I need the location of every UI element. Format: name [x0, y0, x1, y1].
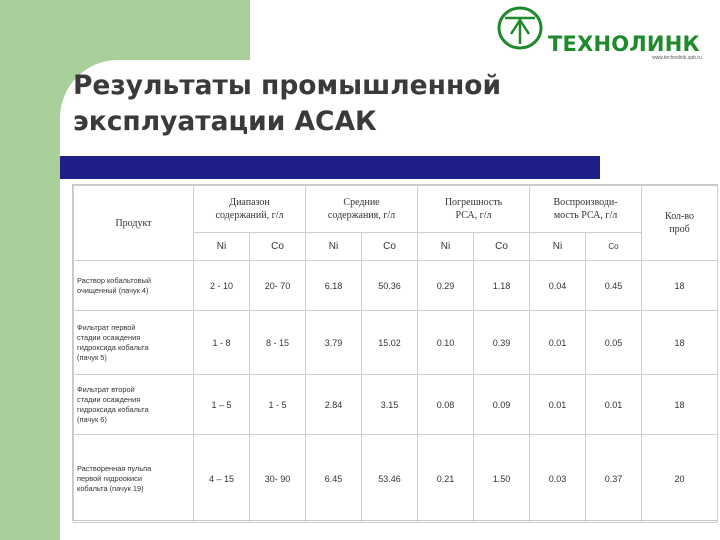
title-line-1: Результаты промышленной	[73, 70, 502, 101]
header-count-line-2: проб	[669, 224, 690, 235]
cell-range-ni: 1 – 5	[194, 375, 250, 435]
brand-name: ТЕХНОЛИНК	[548, 32, 700, 56]
product-line: (пачук 5)	[77, 352, 107, 362]
cell-mean-ni: 3.79	[306, 311, 362, 375]
cell-range-co: 8 - 15	[250, 311, 306, 375]
header-row	[74, 186, 718, 233]
cell-repro-ni: 0.04	[530, 261, 586, 311]
header-error-line-2: РСА, г/л	[455, 210, 492, 221]
cell-count: 20	[642, 435, 718, 523]
cell-repro-ni: 0.01	[530, 375, 586, 435]
cell-mean-ni: 2.84	[306, 375, 362, 435]
cell-repro-ni: 0.03	[530, 435, 586, 523]
title-line-2: эксплуатации АСАК	[73, 106, 377, 137]
cell-count: 18	[642, 311, 718, 375]
cell-error-co: 1.18	[474, 261, 530, 311]
table-row	[74, 261, 718, 311]
title-underline-bar	[60, 156, 600, 179]
header-count	[642, 186, 718, 261]
product-line: гидроксида кобальта	[77, 342, 149, 352]
results-table	[73, 185, 718, 523]
header-repro-line-1: Воспроизводи-	[553, 197, 618, 208]
product-line: (пачук 6)	[77, 414, 107, 424]
row-product	[74, 375, 194, 435]
subheader-repro-co: Co	[586, 233, 642, 261]
brand-url: www.technolink.spb.ru	[652, 55, 702, 61]
product-line: Растворенная пульпа	[77, 463, 152, 473]
cell-mean-ni: 6.45	[306, 435, 362, 523]
cell-mean-co: 50.36	[362, 261, 418, 311]
subheader-error-ni: Ni	[418, 233, 474, 261]
cell-range-ni: 1 - 8	[194, 311, 250, 375]
cell-mean-co: 53.46	[362, 435, 418, 523]
subheader-repro-ni: Ni	[530, 233, 586, 261]
product-line: Фильтрат первой	[77, 322, 136, 332]
product-line: стадии осаждения	[77, 332, 141, 342]
header-mean-line-2: содержания, г/л	[327, 210, 396, 221]
product-line: стадии осаждения	[77, 394, 141, 404]
header-range-line-2: содержаний, г/л	[215, 210, 284, 221]
header-repro	[530, 186, 642, 233]
technolink-logo-icon	[496, 4, 546, 54]
header-product: Продукт	[74, 186, 194, 261]
header-mean	[306, 186, 418, 233]
table-row	[74, 375, 718, 435]
header-range-line-1: Диапазон	[229, 197, 270, 208]
page-title	[73, 68, 633, 140]
product-line: Фильтрат второй	[77, 384, 135, 394]
product-line: очищенный (пачук 4)	[77, 285, 149, 295]
cell-range-co: 1 - 5	[250, 375, 306, 435]
cell-error-ni: 0.29	[418, 261, 474, 311]
cell-error-co: 0.39	[474, 311, 530, 375]
cell-mean-co: 3.15	[362, 375, 418, 435]
subheader-mean-co: Co	[362, 233, 418, 261]
header-error-line-1: Погрешность	[444, 197, 503, 208]
cell-repro-co: 0.45	[586, 261, 642, 311]
cell-count: 18	[642, 261, 718, 311]
cell-repro-co: 0.05	[586, 311, 642, 375]
cell-error-ni: 0.10	[418, 311, 474, 375]
subheader-error-co: Co	[474, 233, 530, 261]
cell-range-ni: 4 – 15	[194, 435, 250, 523]
header-count-line-1: Кол-во	[665, 211, 695, 222]
product-line: гидроксида кобальта	[77, 404, 149, 414]
header-mean-line-1: Средние	[343, 197, 380, 208]
header-repro-line-2: мость РСА, г/л	[553, 210, 618, 221]
subheader-mean-ni: Ni	[306, 233, 362, 261]
cell-mean-co: 15.02	[362, 311, 418, 375]
header-error	[418, 186, 530, 233]
cell-repro-co: 0.01	[586, 375, 642, 435]
table-row	[74, 435, 718, 523]
cell-error-co: 0.09	[474, 375, 530, 435]
cell-error-ni: 0.08	[418, 375, 474, 435]
brand-logo	[496, 4, 720, 60]
row-product	[74, 435, 194, 523]
cell-range-co: 30- 90	[250, 435, 306, 523]
product-line: первой гидроокиси	[77, 473, 143, 483]
cell-mean-ni: 6.18	[306, 261, 362, 311]
subheader-range-ni: Ni	[194, 233, 250, 261]
subheader-range-co: Co	[250, 233, 306, 261]
cell-count: 18	[642, 375, 718, 435]
cell-error-ni: 0.21	[418, 435, 474, 523]
results-table-container	[72, 184, 718, 521]
table-row	[74, 311, 718, 375]
cell-repro-co: 0.37	[586, 435, 642, 523]
product-line: Раствор кобальтовый	[77, 275, 151, 285]
row-product	[74, 311, 194, 375]
cell-range-co: 20- 70	[250, 261, 306, 311]
cell-repro-ni: 0.01	[530, 311, 586, 375]
cell-error-co: 1.50	[474, 435, 530, 523]
row-product	[74, 261, 194, 311]
cell-range-ni: 2 - 10	[194, 261, 250, 311]
product-line: кобальта (пачук 19)	[77, 483, 144, 493]
header-range	[194, 186, 306, 233]
